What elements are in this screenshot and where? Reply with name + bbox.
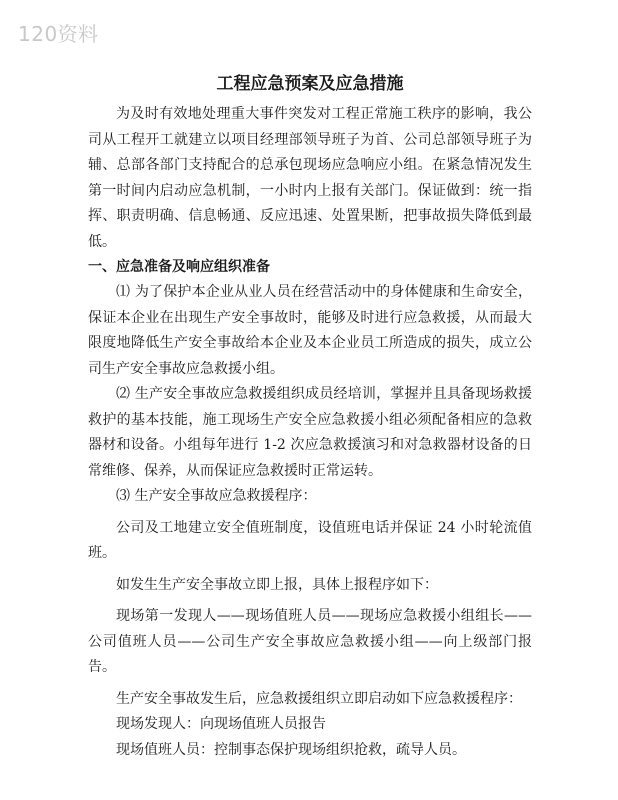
paragraph-9: 现场值班人员：控制事态保护现场组织抢救，疏导人员。 xyxy=(116,741,466,758)
document-title: 工程应急预案及应急措施 xyxy=(216,74,404,94)
paragraph-3: ⑶ 生产安全事故应急救援程序： xyxy=(116,488,317,504)
paragraph-5: 如发生生产安全事故立即上报，具体上报程序如下： xyxy=(116,576,438,593)
section-heading-1: 一、应急准备及响应组织准备 xyxy=(88,259,270,275)
intro-paragraph: 为及时有效地处理重大事件突发对工程正常施工秩序的影响，我公司从工程开工就建立以项目经理部领导班子为首、公司总部领导班子为辅、总部各部门支持配合的总承包现场应急响应小组。在紧急情况发生第一时间内启动应急机制，一小时内上报有关部门。保证做到：统一指挥、职责明确、信息畅通、反应迅速、处置果断，把事故损失降低到最低。 xyxy=(88,106,532,250)
paragraph-7: 生产安全事故发生后，应急救援组织立即启动如下应急救援程序： xyxy=(116,690,522,707)
paragraph-4: 公司及工地建立安全值班制度，设值班电话并保证 24 小时轮流值班。 xyxy=(88,519,532,561)
paragraph-2: ⑵ 生产安全事故应急救援组织成员经培训，掌握并且具备现场救援救护的基本技能，施工现场生产安全应急救援小组必须配备相应的急救器材和设备。小组每年进行 1-2 次应急救援演习和对急救器材设备的日常维修、保养，从而保证应急救援时正常运转。 xyxy=(88,386,532,479)
paragraph-8: 现场发现人：向现场值班人员报告 xyxy=(116,716,326,732)
paragraph-1: ⑴ 为了保护本企业从业人员在经营活动中的身体健康和生命安全，保证本企业在出现生产安全事故时，能够及时进行应急救援，从而最大限度地降低生产安全事故给本企业及本企业员工所造成的损失，成立公司生产安全事故应急救援小组。 xyxy=(88,284,532,377)
paragraph-6: 现场第一发现人——现场值班人员——现场应急救援小组组长——公司值班人员——公司生产安全事故应急救援小组——向上级部门报告。 xyxy=(88,608,532,675)
document-page xyxy=(88,72,532,763)
watermark: 120资料 xyxy=(18,22,99,46)
